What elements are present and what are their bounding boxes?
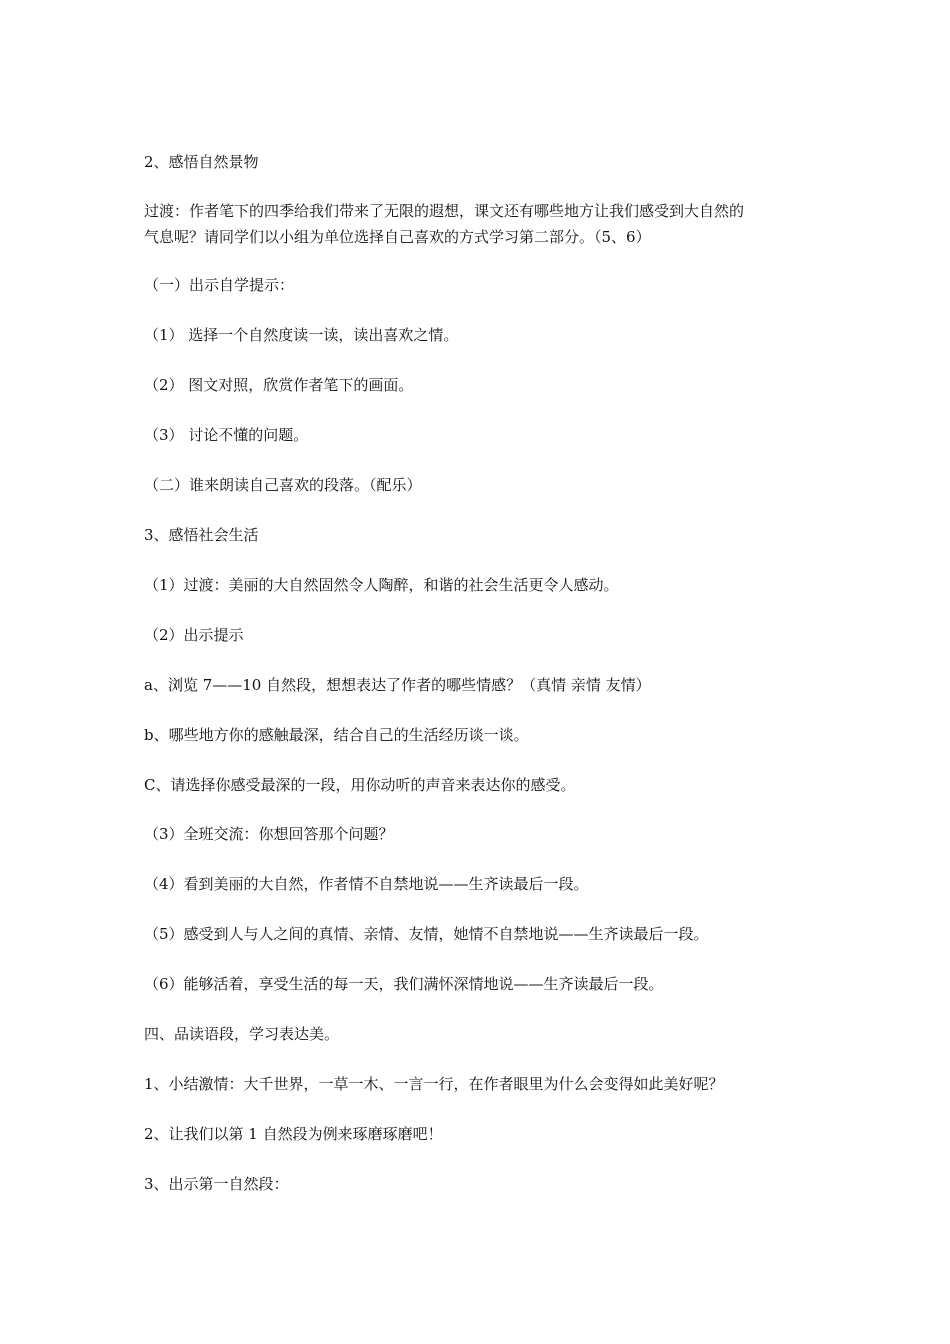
text-line: 1、小结激情：大千世界，一草一木、一言一行，在作者眼里为什么会变得如此美好呢？ <box>144 1075 724 1093</box>
text-line: 3、出示第一自然段： <box>144 1175 289 1193</box>
section-heading: 3、感悟社会生活 <box>144 526 259 544</box>
text-line: （3） 讨论不懂的问题。 <box>144 426 309 444</box>
text-line: a、浏览 7——10 自然段，想想表达了作者的哪些情感？（真情 亲情 友情） <box>144 676 651 694</box>
text-line: C、请选择你感受最深的一段，用你动听的声音来表达你的感受。 <box>144 776 576 794</box>
paragraph-line: 过渡：作者笔下的四季给我们带来了无限的遐想，课文还有哪些地方让我们感受到大自然的 <box>144 202 745 220</box>
text-line: （5）感受到人与人之间的真情、亲情、友情，她情不自禁地说——生齐读最后一段。 <box>144 925 709 943</box>
section-heading: 四、品读语段，学习表达美。 <box>144 1025 340 1043</box>
text-line: 2、让我们以第 1 自然段为例来琢磨琢磨吧！ <box>144 1125 443 1143</box>
text-line: （2） 图文对照，欣赏作者笔下的画面。 <box>144 376 414 394</box>
text-line: （4）看到美丽的大自然，作者情不自禁地说——生齐读最后一段。 <box>144 875 589 893</box>
section-heading: 2、感悟自然景物 <box>144 153 259 171</box>
text-line: （一）出示自学提示： <box>144 276 295 294</box>
text-line: （2）出示提示 <box>144 626 244 644</box>
text-line: （二）谁来朗读自己喜欢的段落。（配乐） <box>144 476 422 494</box>
text-line: （3）全班交流：你想回答那个问题？ <box>144 825 394 843</box>
text-line: （1）过渡：美丽的大自然固然令人陶醉，和谐的社会生活更令人感动。 <box>144 576 619 594</box>
text-line: （6）能够活着，享受生活的每一天，我们满怀深情地说——生齐读最后一段。 <box>144 975 664 993</box>
text-line: b、哪些地方你的感触最深，结合自己的生活经历谈一谈。 <box>144 726 529 744</box>
transition-paragraph <box>144 198 824 250</box>
paragraph-line: 气息呢？请同学们以小组为单位选择自己喜欢的方式学习第二部分。（5、6） <box>144 228 651 246</box>
text-line: （1） 选择一个自然度读一读，读出喜欢之情。 <box>144 326 459 344</box>
